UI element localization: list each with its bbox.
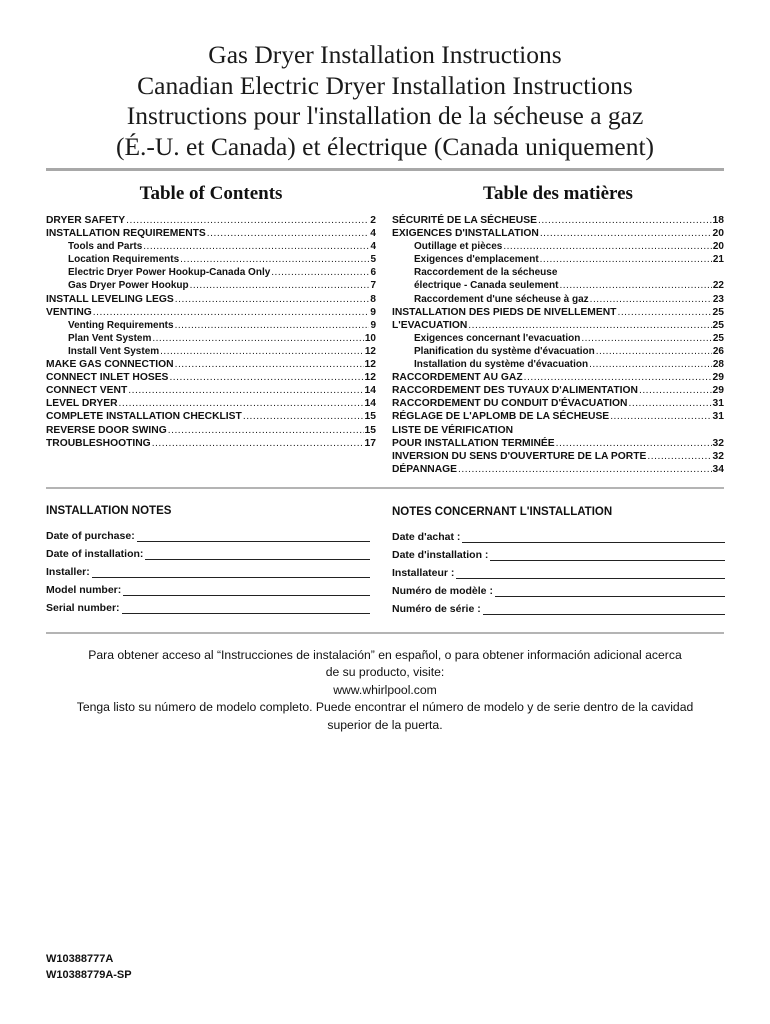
toc-entry-title: Installation du système d'évacuation bbox=[414, 359, 589, 371]
toc-leader-dots bbox=[207, 227, 369, 240]
notice-line: Tenga listo su número de modelo completo. Puede encontrar el número de modelo y de serie dentro de la cavidad bbox=[76, 700, 694, 715]
en-toc-entry[interactable] bbox=[46, 424, 376, 437]
toc-leader-dots bbox=[468, 319, 711, 332]
note-field-label: Installateur : bbox=[392, 567, 455, 579]
toc-entry-title: INSTALLATION DES PIEDS DE NIVELLEMENT bbox=[392, 306, 617, 318]
toc-entry-page: 31 bbox=[712, 398, 724, 410]
toc-leader-dots bbox=[128, 384, 363, 397]
title-line: Canadian Electric Dryer Installation Instructions bbox=[137, 70, 633, 100]
en-toc-entry[interactable] bbox=[46, 410, 376, 423]
note-field-label: Numéro de série : bbox=[392, 603, 481, 615]
fr-toc-entry[interactable] bbox=[392, 306, 724, 319]
part-number: W10388779A-SP bbox=[46, 969, 132, 981]
note-field-blank-line[interactable] bbox=[122, 603, 370, 614]
toc-leader-dots bbox=[175, 319, 370, 332]
toc-entry-title: DRYER SAFETY bbox=[46, 215, 126, 226]
title-line: Instructions pour l'installation de la sécheuse a gaz bbox=[126, 101, 644, 130]
toc-entry-title: Gas Dryer Power Hookup bbox=[68, 280, 189, 292]
toc-leader-dots bbox=[581, 332, 712, 345]
toc-entry-page: 25 bbox=[712, 306, 724, 318]
toc-entry-page: 12 bbox=[364, 372, 376, 384]
fr-toc-entry[interactable] bbox=[392, 227, 724, 240]
title-line: (É.-U. et Canada) et électrique (Canada uniquement) bbox=[115, 131, 655, 161]
note-field-blank-line[interactable] bbox=[462, 532, 725, 543]
toc-entry-title: Planification du système d'évacuation bbox=[414, 345, 595, 357]
fr-toc-entry[interactable] bbox=[392, 293, 724, 306]
toc-entry-title: INSTALLATION REQUIREMENTS bbox=[46, 228, 206, 240]
toc-entry-title: Exigences concernant l'evacuation bbox=[414, 332, 581, 344]
note-field bbox=[46, 564, 370, 578]
toc-entry-page: 20 bbox=[712, 241, 724, 253]
note-field bbox=[392, 547, 725, 561]
toc-leader-dots bbox=[175, 358, 364, 371]
note-field-label: Model number: bbox=[46, 584, 122, 596]
toc-leader-dots bbox=[617, 306, 711, 319]
toc-leader-dots bbox=[538, 214, 712, 227]
en-toc-entry[interactable] bbox=[46, 293, 376, 306]
toc-entry-title: Install Vent System bbox=[68, 345, 160, 357]
toc-leader-dots bbox=[628, 397, 711, 410]
toc-leader-dots bbox=[160, 345, 364, 358]
note-field-blank-line[interactable] bbox=[490, 550, 725, 561]
toc-entry-page: 23 bbox=[712, 293, 724, 305]
toc-entry-title: SÉCURITÉ DE LA SÉCHEUSE bbox=[392, 215, 537, 226]
toc-entry-page: 8 bbox=[370, 293, 376, 305]
toc-entry-title: INVERSION DU SENS D'OUVERTURE DE LA PORTE bbox=[392, 450, 647, 462]
note-field-label: Date d'installation : bbox=[392, 549, 489, 561]
website-link[interactable]: www.whirlpool.com bbox=[333, 682, 437, 697]
toc-leader-dots bbox=[540, 253, 712, 266]
toc-entry-page: 21 bbox=[712, 254, 724, 266]
note-field bbox=[46, 528, 370, 542]
toc-entry-title: électrique - Canada seulement bbox=[414, 280, 559, 292]
note-field-label: Date of installation: bbox=[46, 548, 144, 560]
en-toc-entry[interactable] bbox=[46, 253, 376, 266]
fr-toc-entry[interactable] bbox=[392, 437, 724, 450]
note-field bbox=[46, 582, 370, 596]
toc-entry-title: RACCORDEMENT DU CONDUIT D'ÉVACUATION bbox=[392, 398, 628, 410]
note-field bbox=[46, 546, 370, 560]
notice-line: superior de la puerta. bbox=[327, 717, 443, 732]
part-number: W10388777A bbox=[46, 953, 114, 965]
toc-leader-dots bbox=[647, 450, 711, 463]
toc-entry-page: 31 bbox=[712, 411, 724, 423]
divider bbox=[46, 487, 724, 489]
fr-toc-entry[interactable] bbox=[392, 214, 724, 227]
toc-entry-title: Raccordement de la sécheuse bbox=[414, 267, 558, 279]
toc-heading-fr: Table des matières bbox=[483, 183, 633, 204]
toc-entry-title: COMPLETE INSTALLATION CHECKLIST bbox=[46, 411, 242, 423]
toc-entry-page: 28 bbox=[712, 359, 724, 371]
en-toc-entry[interactable] bbox=[46, 227, 376, 240]
toc-entry-title: LISTE DE VÉRIFICATION bbox=[392, 424, 514, 436]
toc-entry-page: 12 bbox=[364, 359, 376, 371]
toc-entry-page: 4 bbox=[370, 228, 376, 240]
toc-leader-dots bbox=[639, 384, 712, 397]
toc-leader-dots bbox=[175, 293, 370, 306]
toc-leader-dots bbox=[556, 437, 712, 450]
en-toc-entry[interactable] bbox=[46, 371, 376, 384]
toc-leader-dots bbox=[180, 253, 369, 266]
note-field-label: Numéro de modèle : bbox=[392, 585, 493, 597]
toc-leader-dots bbox=[243, 410, 364, 423]
toc-leader-dots bbox=[169, 371, 363, 384]
toc-entry-title: CONNECT INLET HOSES bbox=[46, 372, 169, 384]
toc-entry-title: Venting Requirements bbox=[68, 319, 174, 331]
note-field-blank-line[interactable] bbox=[137, 531, 370, 542]
toc-list-en bbox=[46, 214, 376, 450]
en-toc-entry[interactable] bbox=[46, 384, 376, 397]
document-title bbox=[0, 40, 770, 162]
toc-entry-title: INSTALL LEVELING LEGS bbox=[46, 293, 174, 305]
toc-entry-title: L'EVACUATION bbox=[392, 319, 468, 331]
note-field bbox=[392, 529, 725, 543]
toc-entry-title: RACCORDEMENT DES TUYAUX D'ALIMENTATION bbox=[392, 385, 638, 397]
en-toc-entry[interactable] bbox=[46, 279, 376, 292]
toc-leader-dots bbox=[152, 332, 364, 345]
toc-entry-title: Exigences d'emplacement bbox=[414, 254, 539, 266]
note-field-blank-line[interactable] bbox=[483, 604, 725, 615]
en-toc-entry[interactable] bbox=[46, 345, 376, 358]
note-field-blank-line[interactable] bbox=[92, 567, 370, 578]
fr-toc-entry[interactable] bbox=[392, 266, 724, 279]
toc-list-fr bbox=[392, 214, 724, 476]
note-field-label: Date d'achat : bbox=[392, 531, 461, 543]
toc-leader-dots bbox=[152, 437, 364, 450]
note-field-blank-line[interactable] bbox=[123, 585, 370, 596]
toc-entry-page: 14 bbox=[364, 398, 376, 410]
note-field bbox=[392, 583, 725, 597]
fr-toc-entry[interactable] bbox=[392, 450, 724, 463]
en-toc-entry[interactable] bbox=[46, 397, 376, 410]
toc-entry-title: DÉPANNAGE bbox=[392, 463, 458, 475]
toc-leader-dots bbox=[143, 240, 369, 253]
toc-entry-page: 4 bbox=[370, 241, 376, 253]
toc-entry-page: 18 bbox=[712, 215, 724, 226]
note-field-blank-line[interactable] bbox=[145, 549, 370, 560]
toc-entry-title: CONNECT VENT bbox=[46, 385, 128, 397]
toc-entry-page: 29 bbox=[712, 372, 724, 384]
note-field bbox=[392, 565, 725, 579]
toc-heading-en: Table of Contents bbox=[139, 183, 283, 204]
part-numbers bbox=[46, 951, 132, 983]
notes-heading-en: INSTALLATION NOTES bbox=[46, 505, 172, 517]
toc-leader-dots bbox=[190, 279, 370, 292]
fr-toc-entry[interactable] bbox=[392, 463, 724, 476]
toc-entry-title: Outillage et pièces bbox=[414, 241, 503, 253]
toc-leader-dots bbox=[560, 279, 712, 292]
toc-entry-page: 20 bbox=[712, 228, 724, 240]
toc-leader-dots bbox=[119, 397, 364, 410]
en-toc-entry[interactable] bbox=[46, 214, 376, 227]
fr-toc-entry[interactable] bbox=[392, 240, 724, 253]
toc-leader-dots bbox=[540, 227, 712, 240]
note-field-label: Installer: bbox=[46, 566, 90, 578]
toc-leader-dots bbox=[524, 371, 712, 384]
toc-entry-page: 10 bbox=[364, 332, 376, 344]
toc-entry-title: TROUBLESHOOTING bbox=[46, 437, 151, 449]
toc-entry-page: 15 bbox=[364, 424, 376, 436]
toc-entry-title: Plan Vent System bbox=[68, 332, 152, 344]
fr-toc-entry[interactable] bbox=[392, 384, 724, 397]
toc-leader-dots bbox=[458, 463, 712, 476]
note-field-label: Serial number: bbox=[46, 602, 120, 614]
en-toc-entry[interactable] bbox=[46, 358, 376, 371]
toc-leader-dots bbox=[126, 214, 369, 227]
toc-leader-dots bbox=[503, 240, 712, 253]
en-toc-entry[interactable] bbox=[46, 332, 376, 345]
fr-toc-entry[interactable] bbox=[392, 397, 724, 410]
divider bbox=[46, 168, 724, 171]
toc-leader-dots bbox=[610, 410, 711, 423]
toc-leader-dots bbox=[271, 266, 369, 279]
en-toc-entry[interactable] bbox=[46, 319, 376, 332]
spanish-notice bbox=[60, 647, 710, 734]
toc-leader-dots bbox=[93, 306, 369, 319]
toc-entry-title: RÉGLAGE DE L'APLOMB DE LA SÉCHEUSE bbox=[392, 411, 610, 423]
toc-entry-page: 14 bbox=[364, 385, 376, 397]
notice-line: de su producto, visite: bbox=[325, 665, 445, 680]
toc-entry-title: Location Requirements bbox=[68, 254, 180, 266]
toc-entry-title: Electric Dryer Power Hookup-Canada Only bbox=[68, 267, 271, 279]
toc-entry-page: 22 bbox=[712, 280, 724, 292]
toc-entry-title: MAKE GAS CONNECTION bbox=[46, 359, 174, 371]
fr-toc-entry[interactable] bbox=[392, 332, 724, 345]
toc-entry-page: 6 bbox=[370, 267, 376, 279]
toc-entry-page: 34 bbox=[712, 463, 724, 475]
toc-entry-page: 17 bbox=[364, 437, 376, 449]
toc-leader-dots bbox=[590, 293, 712, 306]
note-field-blank-line[interactable] bbox=[456, 568, 725, 579]
toc-entry-page: 29 bbox=[712, 385, 724, 397]
fr-toc-entry[interactable] bbox=[392, 345, 724, 358]
toc-entry-page: 32 bbox=[712, 450, 724, 462]
toc-entry-title: REVERSE DOOR SWING bbox=[46, 424, 167, 436]
toc-leader-dots bbox=[596, 345, 712, 358]
toc-entry-page: 32 bbox=[712, 437, 724, 449]
divider bbox=[46, 632, 724, 634]
fr-toc-entry[interactable] bbox=[392, 253, 724, 266]
fr-toc-entry[interactable] bbox=[392, 424, 724, 437]
toc-entry-page: 12 bbox=[364, 345, 376, 357]
toc-entry-title: EXIGENCES D'INSTALLATION bbox=[392, 228, 539, 240]
note-field bbox=[392, 601, 725, 615]
toc-entry-page: 9 bbox=[370, 319, 376, 331]
en-toc-entry[interactable] bbox=[46, 240, 376, 253]
notes-heading-fr: NOTES CONCERNANT L'INSTALLATION bbox=[392, 506, 613, 518]
en-toc-entry[interactable] bbox=[46, 306, 376, 319]
title-line: Gas Dryer Installation Instructions bbox=[208, 40, 562, 69]
toc-entry-page: 25 bbox=[712, 319, 724, 331]
toc-entry-title: RACCORDEMENT AU GAZ bbox=[392, 372, 523, 384]
toc-entry-title: Raccordement d'une sécheuse à gaz bbox=[414, 293, 589, 305]
toc-entry-page: 5 bbox=[370, 254, 376, 266]
note-field-label: Date of purchase: bbox=[46, 530, 135, 542]
toc-entry-title: Tools and Parts bbox=[68, 241, 143, 253]
fr-toc-entry[interactable] bbox=[392, 358, 724, 371]
en-toc-entry[interactable] bbox=[46, 437, 376, 450]
toc-entry-page: 7 bbox=[370, 280, 376, 292]
notice-line: Para obtener acceso al “Instrucciones de instalación” en español, o para obtener información adicional acerca bbox=[88, 648, 682, 662]
fr-toc-entry[interactable] bbox=[392, 410, 724, 423]
toc-entry-page: 9 bbox=[370, 306, 376, 318]
note-field bbox=[46, 600, 370, 614]
fr-toc-entry[interactable] bbox=[392, 319, 724, 332]
toc-entry-page: 26 bbox=[712, 345, 724, 357]
fr-toc-entry[interactable] bbox=[392, 371, 724, 384]
toc-entry-page: 15 bbox=[364, 411, 376, 423]
en-toc-entry[interactable] bbox=[46, 266, 376, 279]
fr-toc-entry[interactable] bbox=[392, 279, 724, 292]
toc-leader-dots bbox=[589, 358, 712, 371]
toc-entry-title: LEVEL DRYER bbox=[46, 398, 118, 410]
note-field-blank-line[interactable] bbox=[495, 586, 725, 597]
toc-leader-dots bbox=[168, 424, 364, 437]
toc-entry-page: 25 bbox=[712, 332, 724, 344]
toc-entry-page: 2 bbox=[370, 215, 376, 226]
toc-entry-title: POUR INSTALLATION TERMINÉE bbox=[392, 437, 555, 449]
toc-entry-title: VENTING bbox=[46, 306, 92, 318]
